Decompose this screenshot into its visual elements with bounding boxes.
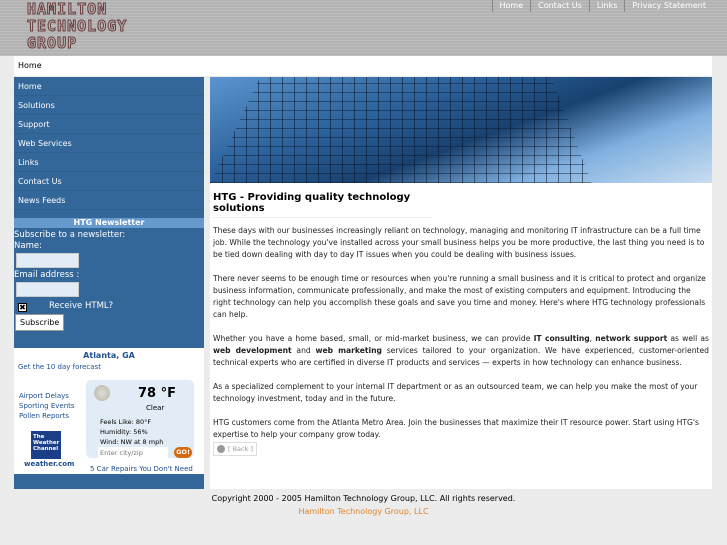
sidebar-item-links[interactable]: Links [14,153,204,172]
paragraph: As a specialized complement to your internal IT department or as an outsourced team, we can help you make the most of your technology investment, today and in the future. [213,382,698,403]
feels-like: Feels Like: 80°F [100,418,152,426]
paragraph: These days with our businesses increasingly reliant on technology, managing and monitoring IT infrastructure can be a full time job. While the technology you've installed across your small business helps you be more productive, the last thing you need is to be tied down dealing with day to day IT issues when you could be dealing with business issues. [213,226,705,259]
forecast-link[interactable]: Get the 10 day forecast [18,363,101,371]
logo[interactable] [27,1,127,52]
email-label: Email address : [14,270,80,280]
weather-box [86,380,194,458]
city-zip-input[interactable] [98,447,168,458]
name-input[interactable] [16,253,79,268]
temperature: 78 °F [138,386,176,401]
copyright: Copyright 2000 - 2005 Hamilton Technology Group, LLC. All rights reserved. [211,494,516,503]
ad-link[interactable]: 5 Car Repairs You Don't Need [90,465,193,473]
top-nav-home[interactable]: Home [492,0,531,12]
email-input[interactable] [16,282,79,297]
footer [0,492,727,518]
weather-city[interactable]: Atlanta, GA [83,351,135,360]
logo-line: GROUP [27,34,78,52]
sporting-events-link[interactable]: Sporting Events [19,402,75,410]
sidebar-item-solutions[interactable]: Solutions [14,96,204,115]
weather-com-link[interactable]: weather.com [24,460,75,468]
weather-channel-logo[interactable]: The Weather Channel [31,431,61,459]
top-nav [492,0,714,12]
receive-html-label: Receive HTML? [49,301,114,311]
newsletter-form [14,230,204,331]
header [0,0,727,56]
breadcrumb: Home [14,56,712,76]
wind: Wind: NW at 8 mph [100,438,164,446]
back-label: [ Back ] [228,445,253,453]
main-content [210,77,712,489]
sidebar-item-news-feeds[interactable]: News Feeds [14,191,204,210]
hero-image-building [210,77,712,183]
condition: Clear [146,404,165,412]
back-button[interactable] [213,442,257,456]
name-label: Name: [14,241,42,251]
top-nav-privacy[interactable]: Privacy Statement [624,0,713,12]
footer-company-link[interactable]: Hamilton Technology Group, LLC [298,507,429,516]
top-nav-contact[interactable]: Contact Us [530,0,589,12]
weather-condition-icon [94,385,110,401]
top-nav-links[interactable]: Links [589,0,625,12]
sidebar-item-contact[interactable]: Contact Us [14,172,204,191]
sidebar-item-home[interactable]: Home [14,77,204,96]
sidebar-item-support[interactable]: Support [14,115,204,134]
weather-widget [14,348,204,474]
sidebar [14,77,204,489]
page-title: HTG - Providing quality technology solutions [213,192,433,218]
logo-line: TECHNOLOGY [27,17,128,35]
pollen-reports-link[interactable]: Pollen Reports [19,412,69,420]
paragraph: There never seems to be enough time or resources when you're running a small business and it is critical to protect and organize business information, communicate professionally, and make the most of existing computers and equipment. Introducing the right technology can help you accomplish these goals and save you time and money. Here's where HTG technology professionals can help. [213,274,706,319]
airport-delays-link[interactable]: Airport Delays [19,392,69,400]
newsletter-title: HTG Newsletter [14,218,204,228]
paragraph: Whether you have a home based, small, or mid-market business, we can provide IT consulting, network support as well as web development and web marketing services tailored to your organization. We have experienced, customer-oriented technical experts who are certified in diverse IT products and services — experts in how technology can enhance business. [213,334,709,367]
sidebar-item-web-services[interactable]: Web Services [14,134,204,153]
receive-html-checkbox[interactable]: ✖ [19,303,26,312]
paragraph: HTG customers come from the Atlanta Metro Area. Join the businesses that maximize their IT resource power. Start using HTG's expertise to help your company grow today. [213,418,699,439]
newsletter-intro: Subscribe to a newsletter: [14,230,126,240]
subscribe-button[interactable]: Subscribe [15,314,64,331]
humidity: Humidity: 56% [100,428,148,436]
logo-line: HAMILTON [27,0,108,18]
weather-details [100,417,163,447]
back-arrow-icon [217,445,225,453]
go-button[interactable]: GO! [174,447,192,458]
